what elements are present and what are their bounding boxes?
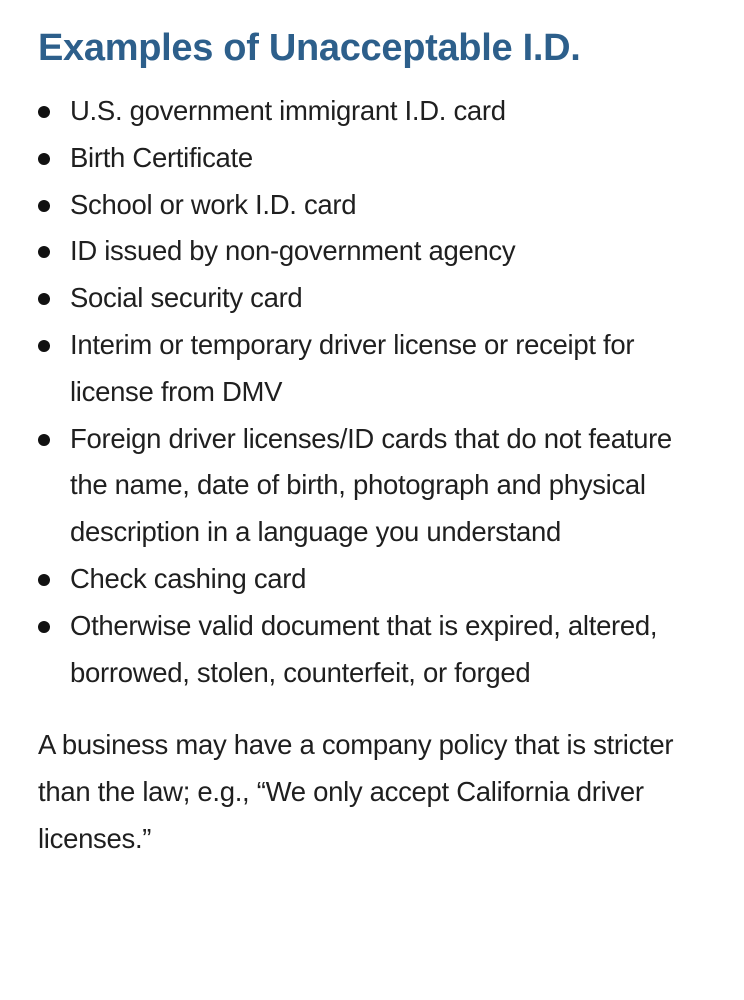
list-item bbox=[38, 182, 714, 229]
list-item-text: ID issued by non-government agency bbox=[70, 235, 516, 267]
unacceptable-id-list bbox=[38, 88, 714, 696]
bullet-icon bbox=[38, 293, 50, 305]
bullet-icon bbox=[38, 340, 50, 352]
bullet-icon bbox=[38, 434, 50, 446]
list-item bbox=[38, 556, 714, 603]
list-item-text: Foreign driver licenses/ID cards that do not feature the name, date of birth, photograph and physical description in a language you understand bbox=[70, 422, 672, 548]
list-item bbox=[38, 88, 714, 135]
list-item bbox=[38, 416, 714, 556]
list-item bbox=[38, 603, 714, 697]
bullet-icon bbox=[38, 106, 50, 118]
page-title: Examples of Unacceptable I.D. bbox=[38, 27, 581, 69]
bullet-icon bbox=[38, 200, 50, 212]
list-item bbox=[38, 322, 714, 416]
bullet-icon bbox=[38, 621, 50, 633]
list-item-text: Check cashing card bbox=[70, 562, 307, 594]
list-item-text: Interim or temporary driver license or receipt for license from DMV bbox=[70, 328, 635, 407]
list-item bbox=[38, 228, 714, 275]
bullet-icon bbox=[38, 246, 50, 258]
list-item-text: School or work I.D. card bbox=[70, 188, 357, 220]
bullet-icon bbox=[38, 153, 50, 165]
policy-note: A business may have a company policy that is stricter than the law; e.g., “We only accept California driver licenses.” bbox=[38, 729, 674, 854]
list-item-text: Birth Certificate bbox=[70, 141, 253, 173]
list-item-text: Otherwise valid document that is expired, altered, borrowed, stolen, counterfeit, or forged bbox=[70, 609, 658, 688]
bullet-icon bbox=[38, 574, 50, 586]
list-item bbox=[38, 135, 714, 182]
list-item-text: Social security card bbox=[70, 282, 303, 314]
list-item bbox=[38, 275, 714, 322]
list-item-text: U.S. government immigrant I.D. card bbox=[70, 95, 506, 126]
